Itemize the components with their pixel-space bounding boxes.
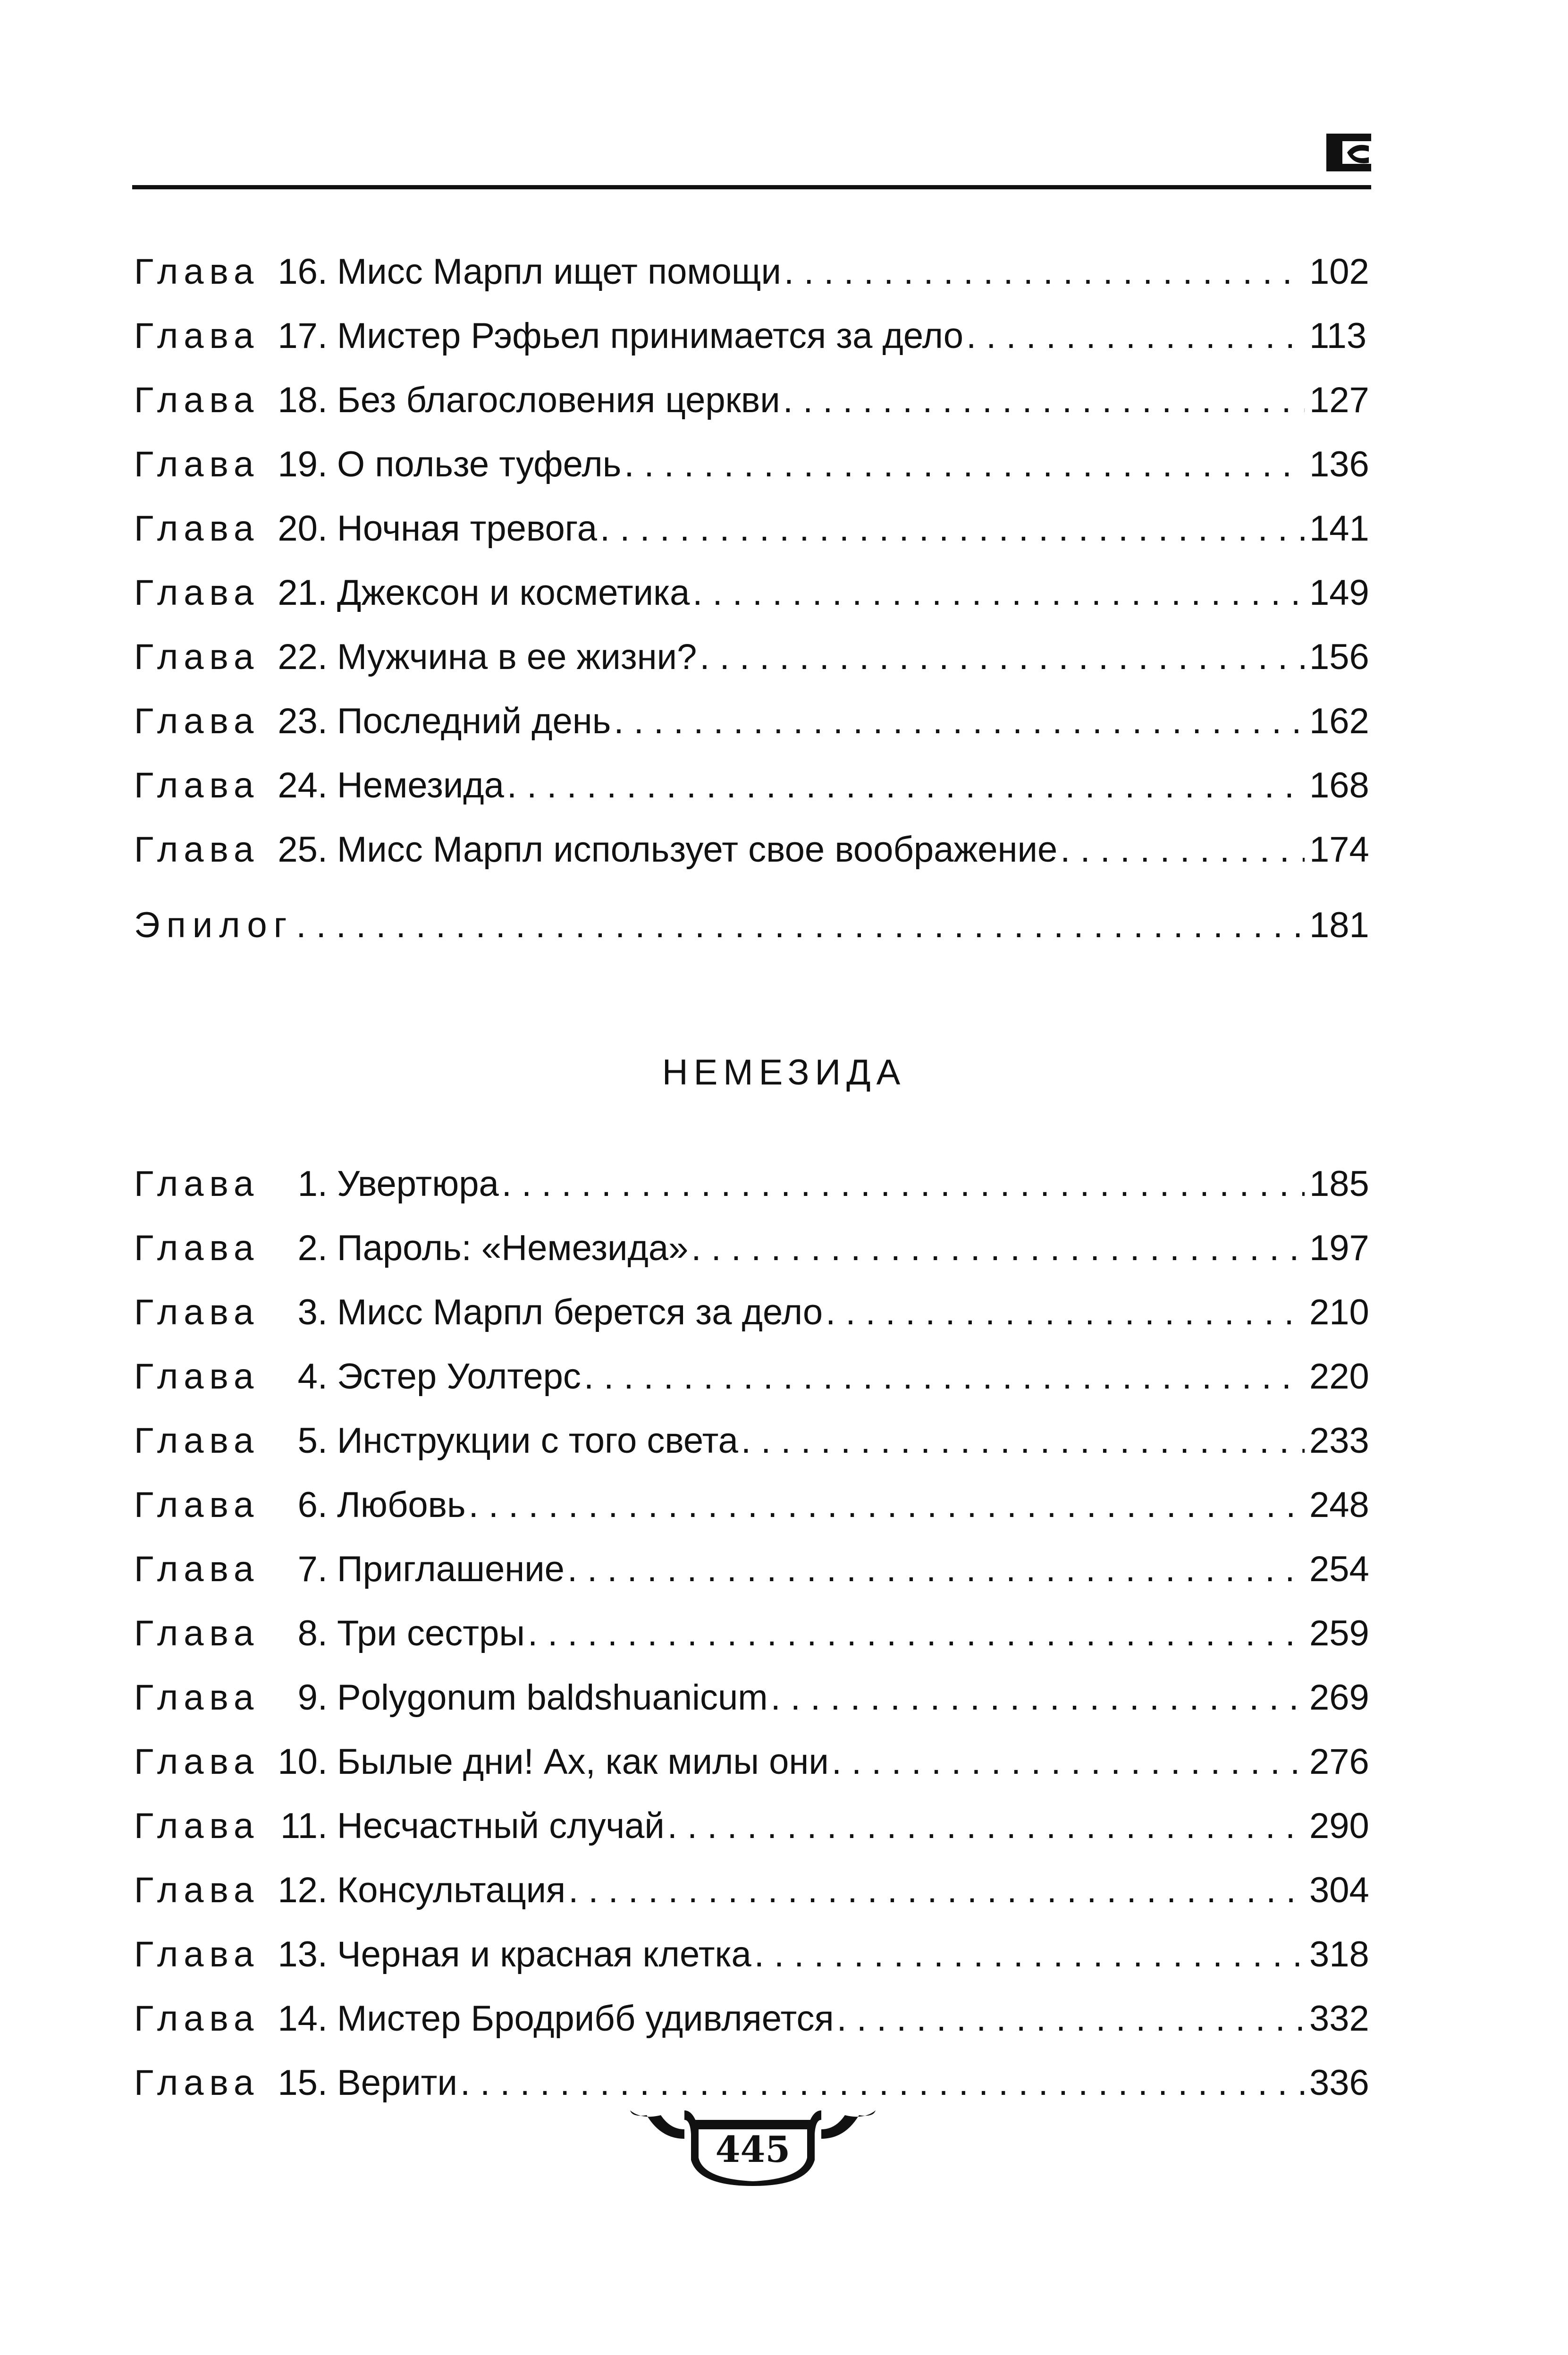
dot-leader [771,1666,1305,1730]
chapter-number: 23. [278,701,328,741]
chapter-title: Ночная тревога [337,508,598,549]
page-ref: 248 [1309,1485,1369,1525]
chapter-title: Инструкции с того света [337,1421,738,1461]
chapter-title: Консультация [337,1870,566,1910]
toc-entry [134,240,1369,304]
chapter-label: Глава [134,1549,260,1589]
toc-entry [134,1152,1369,1216]
chapter-title: Мисс Марпл берется за дело [337,1292,823,1332]
section-heading: НЕМЕЗИДА [662,1052,906,1093]
chapter-title: Пароль: «Немезида» [337,1228,689,1268]
toc-entry [134,1730,1369,1794]
chapter-title: Несчастный случай [337,1806,665,1846]
chapter-label: Глава [134,380,260,420]
page-ref: 276 [1309,1742,1369,1782]
chapter-label: Глава [134,1613,260,1653]
epilogue-label: Эпилог [134,905,294,945]
toc-entry [134,304,1366,368]
dot-leader [614,689,1305,754]
dot-leader [600,497,1305,561]
dot-leader [832,1730,1305,1794]
toc-entry [134,1216,1369,1280]
page-ref: 174 [1309,830,1369,870]
chapter-number: 16. [278,252,328,292]
page-ref: 185 [1309,1164,1369,1204]
chapter-number: 15. [278,2063,328,2103]
page-ref: 113 [1309,316,1367,356]
page-ref: 136 [1309,444,1369,484]
chapter-label: Глава [134,508,260,549]
chapter-label: Глава [134,1999,260,2039]
page-ref: 168 [1309,765,1369,805]
dot-leader [469,1473,1305,1537]
toc-entry [134,689,1369,754]
toc-entry [134,1987,1369,2051]
chapter-title: Немезида [337,765,504,805]
chapter-label: Глава [134,1292,260,1332]
toc-entry [134,625,1369,689]
footer-ornament [628,2101,878,2186]
chapter-label: Глава [134,573,260,613]
toc-entry [134,1601,1369,1666]
dot-leader [567,1537,1305,1601]
chapter-label: Глава [134,1164,260,1204]
page-ref: 181 [1309,905,1369,945]
chapter-title: Мисс Марпл использует свое воображение [337,830,1058,870]
page-ref: 254 [1309,1549,1369,1589]
chapter-label: Глава [134,444,260,484]
page-ref: 102 [1309,252,1369,292]
toc-entry [134,497,1369,561]
dot-leader [966,304,1305,368]
page-ref: 210 [1309,1292,1369,1332]
chapter-title: Мистер Бродрибб удивляется [337,1999,834,2039]
toc-entry [134,368,1369,432]
page-ref: 141 [1309,508,1369,549]
chapter-number: 1. [297,1164,328,1204]
chapter-number: 2. [297,1228,328,1268]
toc-entry [134,561,1369,625]
chapter-title: Последний день [337,701,611,741]
chapter-number: 24. [278,765,328,805]
dot-leader [754,1923,1305,1987]
chapter-label: Глава [134,1421,260,1461]
toc-epilogue [134,893,1369,957]
dot-leader [837,1987,1305,2051]
chapter-label: Глава [134,1228,260,1268]
chapter-label: Глава [134,1677,260,1718]
chapter-number: 25. [278,830,328,870]
chapter-number: 14. [278,1999,328,2039]
dot-leader [624,432,1305,497]
chapter-number: 9. [297,1677,328,1718]
page-ref: 304 [1309,1870,1369,1910]
chapter-number: 19. [278,444,328,484]
chapter-title: Мистер Рэфьел принимается за дело [337,316,964,356]
chapter-label: Глава [134,1485,260,1525]
dot-leader [584,1345,1305,1409]
chapter-number: 5. [297,1421,328,1461]
dot-leader [783,368,1305,432]
toc-entry [134,1858,1369,1923]
chapter-number: 18. [278,380,328,420]
toc-entry [134,1923,1369,1987]
chapter-number: 20. [278,508,328,549]
chapter-number: 13. [278,1934,328,1974]
toc-entry [134,1666,1369,1730]
dot-leader [741,1409,1305,1473]
toc-list-part2 [134,1152,1369,2115]
dot-leader [700,625,1305,689]
toc-entry [134,1345,1369,1409]
chapter-number: 3. [297,1292,328,1332]
chapter-label: Глава [134,637,260,677]
chapter-title: Черная и красная клетка [337,1934,751,1974]
chapter-title: Верити [337,2063,457,2103]
page-ref: 220 [1309,1356,1369,1397]
chapter-number: 22. [278,637,328,677]
page-ref: 156 [1309,637,1369,677]
page-ref: 269 [1309,1677,1369,1718]
chapter-title: Увертюра [337,1164,499,1204]
dot-leader [691,1216,1305,1280]
dot-leader [784,240,1305,304]
chapter-label: Глава [134,1742,260,1782]
chapter-label: Глава [134,765,260,805]
dot-leader [826,1280,1305,1345]
toc-entry [134,1473,1369,1537]
chapter-title: Мужчина в ее жизни? [337,637,697,677]
chapter-title: Приглашение [337,1549,565,1589]
page-ref: 197 [1309,1228,1369,1268]
chapter-label: Глава [134,830,260,870]
chapter-title: Эстер Уолтерс [337,1356,581,1397]
toc-entry [134,432,1369,497]
chapter-title: Три сестры [337,1613,525,1653]
chapter-number: 10. [278,1742,328,1782]
chapter-number: 17. [278,316,328,356]
page-ref: 127 [1309,380,1369,420]
chapter-label: Глава [134,701,260,741]
page-ref: 332 [1309,1999,1369,2039]
chapter-title: Без благословения церкви [337,380,780,420]
chapter-label: Глава [134,1356,260,1397]
toc-entry [134,754,1369,818]
chapter-number: 8. [297,1613,328,1653]
chapter-title: О пользе туфель [337,444,622,484]
dot-leader [460,2051,1305,2115]
dot-leader [502,1152,1305,1216]
chapter-title: Джексон и косметика [337,573,690,613]
chapter-label: Глава [134,252,260,292]
page-ref: 259 [1309,1613,1369,1653]
page-ref: 162 [1309,701,1369,741]
toc-entry [134,1794,1369,1858]
page-ref: 233 [1309,1421,1369,1461]
chapter-label: Глава [134,316,260,356]
toc-entry [134,1280,1369,1345]
toc-entry [134,818,1369,882]
dot-leader [528,1601,1305,1666]
chapter-label: Глава [134,1870,260,1910]
dot-leader [667,1794,1305,1858]
chapter-number: 21. [278,573,328,613]
dot-leader [507,754,1305,818]
dot-leader [568,1858,1305,1923]
page-number: 445 [715,2128,791,2170]
toc-entry [134,1537,1369,1601]
dot-leader [692,561,1305,625]
chapter-title: Былые дни! Ах, как милы они [337,1742,829,1782]
chapter-label: Глава [134,1934,260,1974]
chapter-title: Любовь [337,1485,466,1525]
page-ref: 318 [1309,1934,1369,1974]
chapter-number: 12. [278,1870,328,1910]
header-rule [132,185,1371,189]
page-ref: 336 [1309,2063,1369,2103]
dot-leader [296,893,1305,957]
chapter-number: 4. [297,1356,328,1397]
chapter-title: Polygonum baldshuanicum [337,1677,768,1718]
chapter-title: Мисс Марпл ищет помощи [337,252,781,292]
chapter-label: Глава [134,2063,260,2103]
chapter-number: 11. [280,1806,328,1846]
publisher-logo-icon [1326,134,1371,171]
toc-entry [134,1409,1369,1473]
dot-leader [1060,818,1305,882]
chapter-number: 6. [297,1485,328,1525]
chapter-number: 7. [297,1549,328,1589]
chapter-label: Глава [134,1806,260,1846]
toc-list-part1 [134,240,1369,957]
page-ref: 149 [1309,573,1369,613]
page-ref: 290 [1309,1806,1369,1846]
